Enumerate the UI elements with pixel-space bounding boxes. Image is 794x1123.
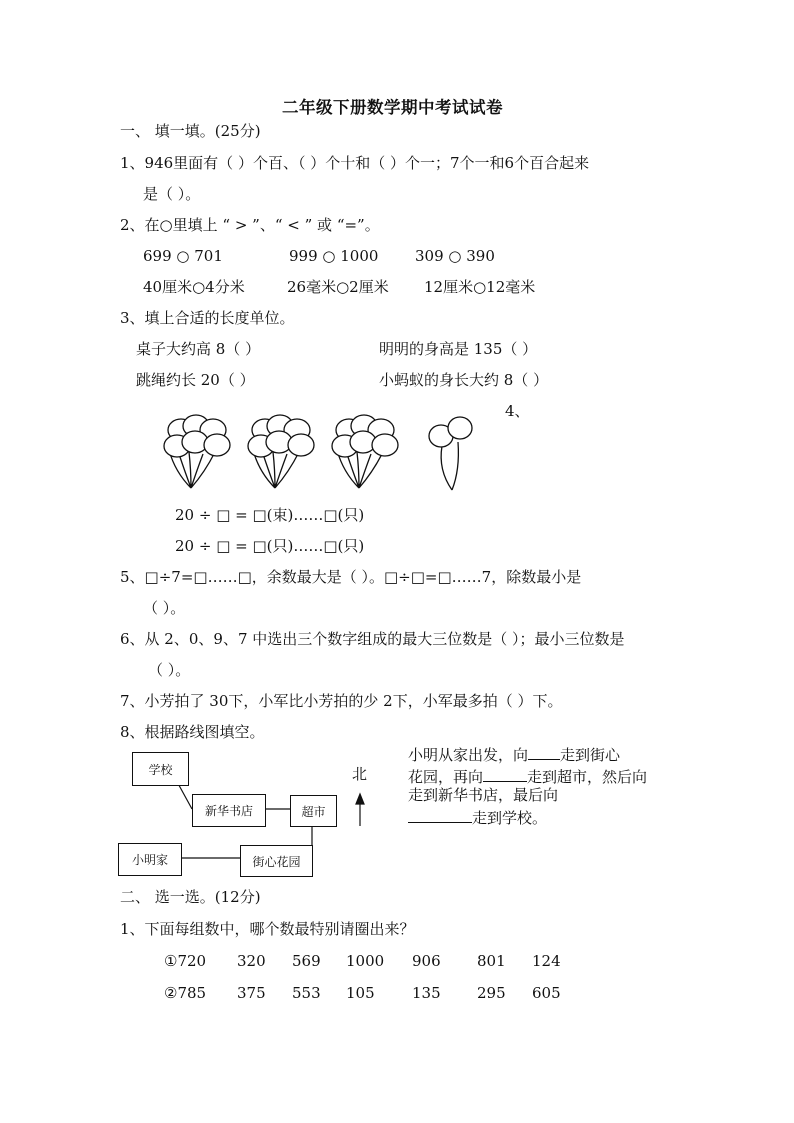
- question-8-title: 8、根据路线图填空。: [120, 723, 265, 741]
- compare-item: 309 ○ 390: [415, 247, 495, 265]
- number-item[interactable]: 801: [477, 952, 506, 970]
- number-item[interactable]: 569: [292, 952, 321, 970]
- unit-item: 跳绳约长 20（ ）: [136, 371, 255, 389]
- number-item[interactable]: 605: [532, 984, 561, 1002]
- compare-item: 699 ○ 701: [143, 247, 223, 265]
- question-1-line-2: 是（ ）。: [143, 185, 201, 203]
- unit-item: 小蚂蚁的身长大约 8（ ）: [379, 371, 549, 389]
- balloon-bunch-icon: [332, 415, 398, 488]
- question-2-title: 2、在○里填上 “ > ”、“ < ” 或 “=”。: [120, 216, 380, 234]
- question-4-number: 4、: [505, 402, 530, 420]
- q8-text-line-3: 走到新华书店，最后向: [408, 786, 559, 804]
- number-item[interactable]: 105: [346, 984, 375, 1002]
- map-bookstore-box: 新华书店: [192, 794, 266, 827]
- two-balloons-icon: [429, 417, 472, 490]
- balloon-bunch-icon: [164, 415, 230, 488]
- map-school-box: 学校: [132, 752, 189, 786]
- map-garden-box: 街心花园: [240, 845, 313, 877]
- compare-item: 40厘米○4分米: [143, 278, 245, 296]
- question-7: 7、小芳拍了 30下，小军比小芳拍的少 2下，小军最多拍（ ）下。: [120, 692, 563, 710]
- question-6-line-1: 6、从 2、0、9、7 中选出三个数字组成的最大三位数是（ ）；最小三位数是: [120, 630, 625, 648]
- unit-item: 明明的身高是 135（ ）: [379, 340, 538, 358]
- q8-text-line-4: 走到学校。: [408, 808, 547, 826]
- section-2-question-1: 1、下面每组数中，哪个数最特别请圈出来？: [120, 920, 415, 938]
- number-item[interactable]: ②785: [164, 984, 207, 1002]
- question-5-line-2: （ ）。: [143, 599, 186, 617]
- map-supermarket-box: 超市: [290, 795, 337, 827]
- number-item[interactable]: 295: [477, 984, 506, 1002]
- number-item[interactable]: 135: [412, 984, 441, 1002]
- compare-item: 12厘米○12毫米: [424, 278, 536, 296]
- section-1-heading: 一、 填一填。(25分): [120, 122, 261, 140]
- question-5-line-1: 5、□÷7=□……□，余数最大是（ ）。□÷□=□……7，除数最小是: [120, 568, 582, 586]
- q8-text-line-2: 花园，再向 走到超市，然后向: [408, 768, 648, 786]
- question-4-line-1: 20 ÷ □ = □(束)……□(只): [175, 506, 365, 524]
- number-item[interactable]: ①720: [164, 952, 207, 970]
- q8-text-line-1: 小明从家出发，向 走到街心: [408, 746, 621, 764]
- section-2-heading: 二、 选一选。(12分): [120, 888, 261, 906]
- question-4-line-2: 20 ÷ □ = □(只)……□(只): [175, 537, 365, 555]
- number-item[interactable]: 1000: [346, 952, 385, 970]
- unit-item: 桌子大约高 8（ ）: [136, 340, 261, 358]
- number-item[interactable]: 124: [532, 952, 561, 970]
- question-3-title: 3、填上合适的长度单位。: [120, 309, 295, 327]
- number-item[interactable]: 906: [412, 952, 441, 970]
- page-title: 二年级下册数学期中考试试卷: [282, 98, 503, 117]
- north-label: 北: [352, 765, 368, 783]
- map-home-box: 小明家: [118, 843, 182, 876]
- compare-item: 999 ○ 1000: [289, 247, 379, 265]
- balloon-bunch-icon: [248, 415, 314, 488]
- question-1-line-1: 1、946里面有（ ）个百、（ ）个十和（ ）个一；7个一和6个百合起来: [120, 154, 590, 172]
- compare-item: 26毫米○2厘米: [287, 278, 389, 296]
- number-item[interactable]: 553: [292, 984, 321, 1002]
- number-item[interactable]: 320: [237, 952, 266, 970]
- number-item[interactable]: 375: [237, 984, 266, 1002]
- question-6-line-2: （ ）。: [148, 661, 191, 679]
